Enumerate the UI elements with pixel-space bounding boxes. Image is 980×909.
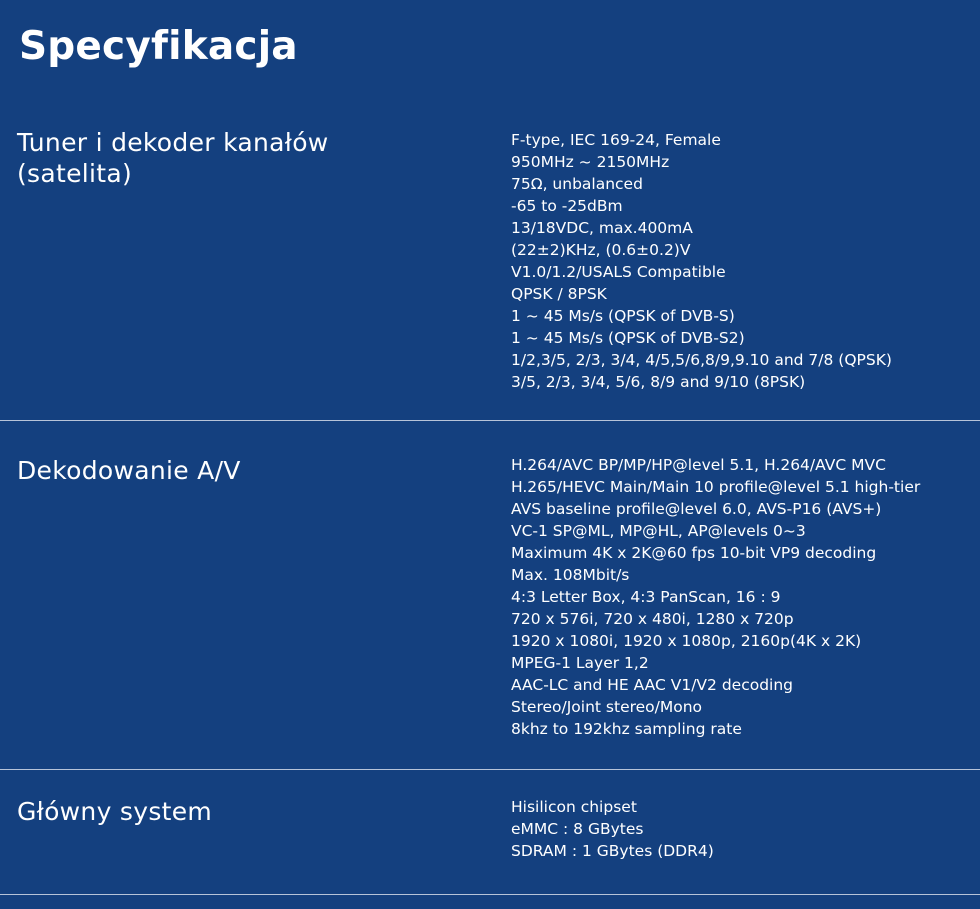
spec-value: VC-1 SP@ML, MP@HL, AP@levels 0~3 bbox=[511, 522, 806, 540]
spec-value: Stereo/Joint stereo/Mono bbox=[511, 698, 703, 716]
section-divider bbox=[0, 894, 980, 895]
spec-value: 950MHz ~ 2150MHz bbox=[511, 153, 670, 171]
spec-value: Maximum 4K x 2K@60 fps 10-bit VP9 decoding bbox=[511, 544, 877, 562]
spec-value: 720 x 576i, 720 x 480i, 1280 x 720p bbox=[511, 610, 794, 628]
section-heading: Dekodowanie A/V bbox=[17, 456, 241, 485]
spec-value: AVS baseline profile@level 6.0, AVS-P16 (AVS+) bbox=[511, 500, 882, 518]
spec-value: 8khz to 192khz sampling rate bbox=[511, 720, 742, 738]
spec-value: 1/2,3/5, 2/3, 3/4, 4/5,5/6,8/9,9.10 and 7/8 (QPSK) bbox=[511, 351, 892, 369]
spec-value: V1.0/1.2/USALS Compatible bbox=[511, 263, 726, 281]
spec-value: F-type, IEC 169-24, Female bbox=[511, 131, 721, 149]
section-divider bbox=[0, 420, 980, 421]
spec-value: 75Ω, unbalanced bbox=[511, 175, 643, 193]
section-divider bbox=[0, 769, 980, 770]
spec-value: eMMC : 8 GBytes bbox=[511, 820, 644, 838]
section-heading: Tuner i dekoder kanałów (satelita) bbox=[17, 128, 329, 188]
spec-value: 13/18VDC, max.400mA bbox=[511, 219, 693, 237]
spec-value: 1920 x 1080i, 1920 x 1080p, 2160p(4K x 2K) bbox=[511, 632, 862, 650]
spec-value: (22±2)KHz, (0.6±0.2)V bbox=[511, 241, 691, 259]
spec-value: 1 ~ 45 Ms/s (QPSK of DVB-S) bbox=[511, 307, 735, 325]
spec-value: MPEG-1 Layer 1,2 bbox=[511, 654, 649, 672]
spec-value: QPSK / 8PSK bbox=[511, 285, 607, 303]
spec-value: Max. 108Mbit/s bbox=[511, 566, 630, 584]
spec-value: H.265/HEVC Main/Main 10 profile@level 5.1 high-tier bbox=[511, 478, 921, 496]
spec-value: -65 to -25dBm bbox=[511, 197, 623, 215]
spec-value: 3/5, 2/3, 3/4, 5/6, 8/9 and 9/10 (8PSK) bbox=[511, 373, 806, 391]
spec-value: AAC-LC and HE AAC V1/V2 decoding bbox=[511, 676, 794, 694]
page-title: Specyfikacja bbox=[19, 24, 298, 69]
section-heading: Główny system bbox=[17, 797, 213, 826]
spec-value: 1 ~ 45 Ms/s (QPSK of DVB-S2) bbox=[511, 329, 745, 347]
spec-value: 4:3 Letter Box, 4:3 PanScan, 16 : 9 bbox=[511, 588, 781, 606]
spec-value: SDRAM : 1 GBytes (DDR4) bbox=[511, 842, 714, 860]
spec-value: H.264/AVC BP/MP/HP@level 5.1, H.264/AVC MVC bbox=[511, 456, 886, 474]
spec-value: Hisilicon chipset bbox=[511, 798, 637, 816]
